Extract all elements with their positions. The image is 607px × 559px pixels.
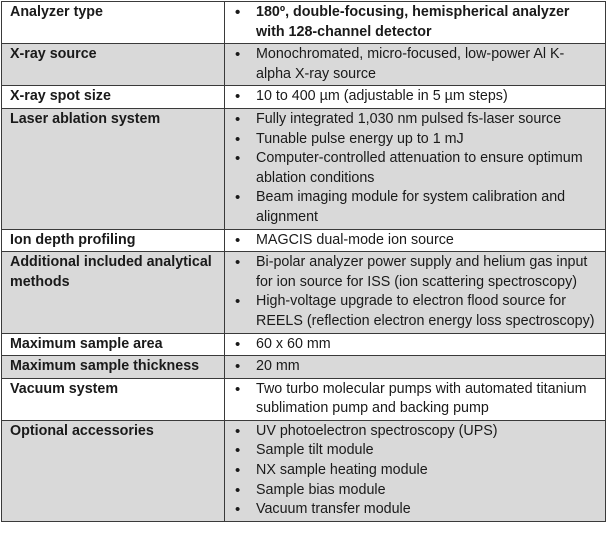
row-x-ray-source: [2, 44, 606, 86]
bullet-list: [233, 335, 599, 355]
bullet-list: [233, 357, 599, 377]
row-value: [225, 44, 606, 86]
row-maximum-sample-area: [2, 333, 606, 356]
bullet-list: [233, 231, 599, 251]
bullet-item: • UV photoelectron spectroscopy (UPS): [233, 422, 599, 442]
bullet-item: • 10 to 400 µm (adjustable in 5 µm steps): [233, 87, 599, 107]
row-additional-analytical-methods: [2, 252, 606, 333]
row-label: Vacuum system: [2, 378, 225, 420]
bullet-list: [233, 422, 599, 520]
bullet-item: • Computer-controlled attenuation to ensure optimum ablation conditions: [233, 149, 599, 188]
row-label: Analyzer type: [2, 2, 225, 44]
row-value: [225, 356, 606, 379]
bullet-item: • 20 mm: [233, 357, 599, 377]
bullet-item: • Bi-polar analyzer power supply and helium gas input for ion source for ISS (ion scattering spectroscopy): [233, 253, 599, 292]
row-value: [225, 2, 606, 44]
bullet-list: [233, 87, 599, 107]
bullet-item: • Fully integrated 1,030 nm pulsed fs-laser source: [233, 110, 599, 130]
row-label: Additional included analytical methods: [2, 252, 225, 333]
bullet-item: • Sample bias module: [233, 481, 599, 501]
bullet-item: • Sample tilt module: [233, 441, 599, 461]
bullet-item: • 60 x 60 mm: [233, 335, 599, 355]
row-x-ray-spot-size: [2, 86, 606, 109]
row-optional-accessories: [2, 420, 606, 521]
row-label: Ion depth profiling: [2, 229, 225, 252]
row-label: Laser ablation system: [2, 108, 225, 229]
row-value: [225, 108, 606, 229]
row-ion-depth-profiling: [2, 229, 606, 252]
bullet-item: • Two turbo molecular pumps with automated titanium sublimation pump and backing pump: [233, 380, 599, 419]
bullet-item: • Tunable pulse energy up to 1 mJ: [233, 130, 599, 150]
bullet-item: • Monochromated, micro-focused, low-power Al K-alpha X-ray source: [233, 45, 599, 84]
row-laser-ablation-system: [2, 108, 606, 229]
row-label: X-ray source: [2, 44, 225, 86]
row-value: [225, 333, 606, 356]
row-label: X-ray spot size: [2, 86, 225, 109]
bullet-list: [233, 45, 599, 84]
row-value: [225, 420, 606, 521]
bullet-list: [233, 3, 599, 42]
row-value: [225, 252, 606, 333]
bullet-item: • High-voltage upgrade to electron flood source for REELS (reflection electron energy loss spectroscopy): [233, 292, 599, 331]
row-value: [225, 378, 606, 420]
row-analyzer-type: [2, 2, 606, 44]
row-value: [225, 229, 606, 252]
row-label: Maximum sample thickness: [2, 356, 225, 379]
bullet-item: • NX sample heating module: [233, 461, 599, 481]
bullet-item: • MAGCIS dual-mode ion source: [233, 231, 599, 251]
bullet-list: [233, 380, 599, 419]
row-vacuum-system: [2, 378, 606, 420]
bullet-item: • Vacuum transfer module: [233, 500, 599, 520]
bullet-list: [233, 253, 599, 331]
row-maximum-sample-thickness: [2, 356, 606, 379]
specification-table: [1, 1, 606, 522]
bullet-item: • 180º, double-focusing, hemispherical analyzer with 128-channel detector: [233, 3, 599, 42]
row-label: Optional accessories: [2, 420, 225, 521]
bullet-list: [233, 110, 599, 228]
row-label: Maximum sample area: [2, 333, 225, 356]
bullet-item: • Beam imaging module for system calibration and alignment: [233, 188, 599, 227]
row-value: [225, 86, 606, 109]
